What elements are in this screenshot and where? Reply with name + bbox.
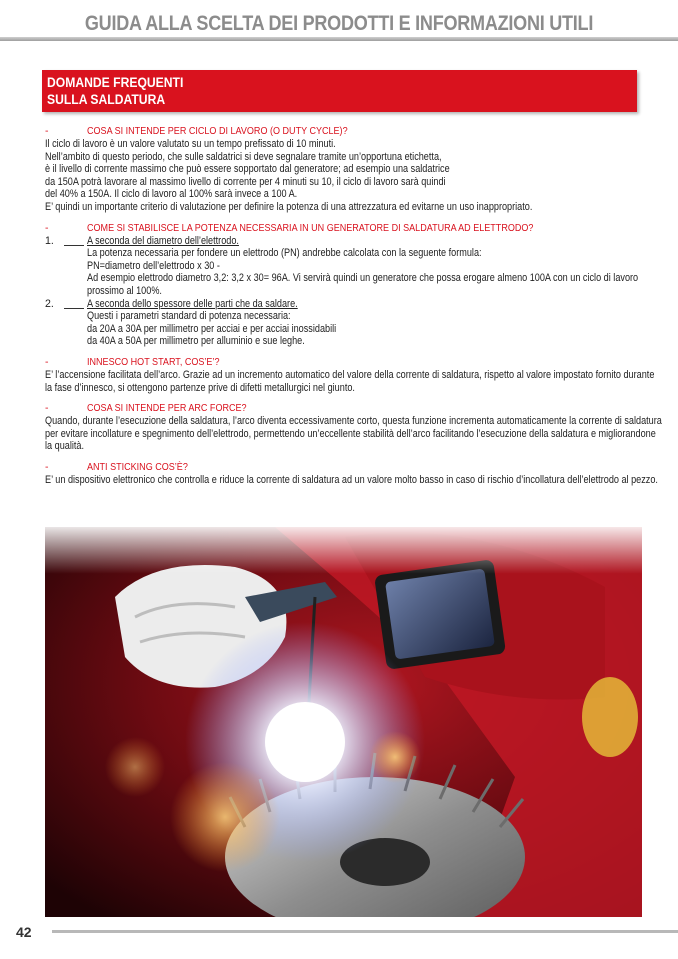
answer-line: E’ l’accensione facilitata dell’arco. Grazie ad un incremento automatico del valore della corrente di saldatura, rispetto al valore impostato fornito durante bbox=[45, 368, 655, 381]
answer-line: è il livello di corrente massimo che può essere sopportato dal generatore; ad esempio una saldatrice bbox=[45, 163, 450, 176]
question-text: COSA SI INTENDE PER CICLO DI LAVORO (O DUTY CYCLE)? bbox=[87, 125, 348, 137]
numbered-item-heading bbox=[45, 235, 645, 248]
question-heading bbox=[45, 222, 645, 235]
answer-line: la qualità. bbox=[45, 440, 85, 453]
answer-line: E’ quindi un importante criterio di valutazione per definire la potenza di una attrezzatura ed evitarne un uso inappropriato. bbox=[45, 200, 533, 213]
faq-content bbox=[45, 125, 662, 486]
item-body bbox=[45, 310, 645, 348]
answer-line: Il ciclo di lavoro è un valore valutato su un tempo prefissato di 10 minuti. bbox=[45, 138, 336, 150]
item-line: Questi i parametri standard di potenza necessaria: bbox=[87, 310, 291, 323]
answer-line: del 40% a 150A. Il ciclo di lavoro al 100% sarà invece a 100 A. bbox=[45, 188, 298, 201]
question-heading bbox=[45, 125, 645, 138]
banner-line-2: SULLA SALDATURA bbox=[47, 92, 166, 107]
footer-rule bbox=[52, 930, 678, 933]
question-dash: - bbox=[45, 460, 49, 473]
item-line: da 40A a 50A per millimetro per alluminio e sue leghe. bbox=[87, 335, 305, 348]
item-line: prossimo al 100%. bbox=[87, 284, 162, 297]
item-underline-rule bbox=[64, 245, 84, 246]
welding-photo bbox=[45, 527, 642, 917]
question-dash: - bbox=[45, 125, 49, 137]
page-number: 42 bbox=[16, 924, 32, 940]
question-dash: - bbox=[45, 402, 49, 415]
answer-line: per evitare incollature e spegnimento dell’elettrodo, permettendo un’eccellente stabilità dell’arco facilitando l’esecuzione della saldatura e migliorandone bbox=[45, 427, 656, 440]
question-dash: - bbox=[45, 221, 49, 234]
item-number: 2. bbox=[45, 297, 54, 310]
question-dash: - bbox=[45, 355, 49, 368]
item-title: A seconda dello spessore delle parti che da saldare. bbox=[87, 297, 298, 310]
question-text: INNESCO HOT START, COS’E’? bbox=[87, 355, 220, 368]
question-text: ANTI STICKING COS’È? bbox=[87, 460, 188, 473]
question-text: COME SI STABILISCE LA POTENZA NECESSARIA IN UN GENERATORE DI SALDATURA AD ELETTRODO? bbox=[87, 221, 534, 234]
answer-line: da 150A potrà lavorare al massimo livello di corrente per 4 minuti su 10, il ciclo di lavoro sarà quindi bbox=[45, 175, 446, 188]
item-underline-rule bbox=[64, 308, 84, 309]
item-title: A seconda del diametro dell’elettrodo. bbox=[87, 234, 239, 247]
question-heading bbox=[45, 402, 645, 415]
question-heading bbox=[45, 461, 645, 474]
header-rule bbox=[0, 37, 678, 41]
answer-line: la fase d’innesco, si ottengono partenze prive di difetti metallurgici nel giunto. bbox=[45, 381, 355, 394]
item-line: La potenza necessaria per fondere un elettrodo (PN) andrebbe calcolata con la seguente formula: bbox=[87, 247, 482, 260]
numbered-item-heading bbox=[45, 298, 645, 311]
item-line: da 20A a 30A per millimetro per acciai e per acciai inossidabili bbox=[87, 322, 337, 335]
page-header-title: GUIDA ALLA SCELTA DEI PRODOTTI E INFORMAZIONI UTILI bbox=[84, 12, 594, 35]
faq-banner bbox=[42, 70, 637, 112]
answer-line: E’ un dispositivo elettronico che controlla e riduce la corrente di saldatura ad un valore molto basso in caso di rischio d’incollatura dell’elettrodo al pezzo. bbox=[45, 473, 658, 486]
question-heading bbox=[45, 356, 645, 369]
item-number: 1. bbox=[45, 234, 54, 247]
item-line: Ad esempio elettrodo diametro 3,2: 3,2 x 30= 96A. Vi servirà quindi un generatore che possa erogare almeno 100A con un ciclo di lavoro bbox=[87, 272, 639, 285]
item-line: PN=diametro dell’elettrodo x 30 - bbox=[87, 259, 220, 272]
answer-line: Quando, durante l’esecuzione della saldatura, l’arco diventa eccessivamente corto, questa funzione incrementa automaticamente la corrente di saldatura bbox=[45, 415, 662, 428]
item-body bbox=[45, 247, 645, 297]
banner-line-1: DOMANDE FREQUENTI bbox=[47, 75, 184, 90]
answer-line: Nell’ambito di questo periodo, che sulle saldatrici si deve segnalare tramite un’opportuna etichetta, bbox=[45, 150, 442, 163]
question-text: COSA SI INTENDE PER ARC FORCE? bbox=[87, 402, 247, 415]
